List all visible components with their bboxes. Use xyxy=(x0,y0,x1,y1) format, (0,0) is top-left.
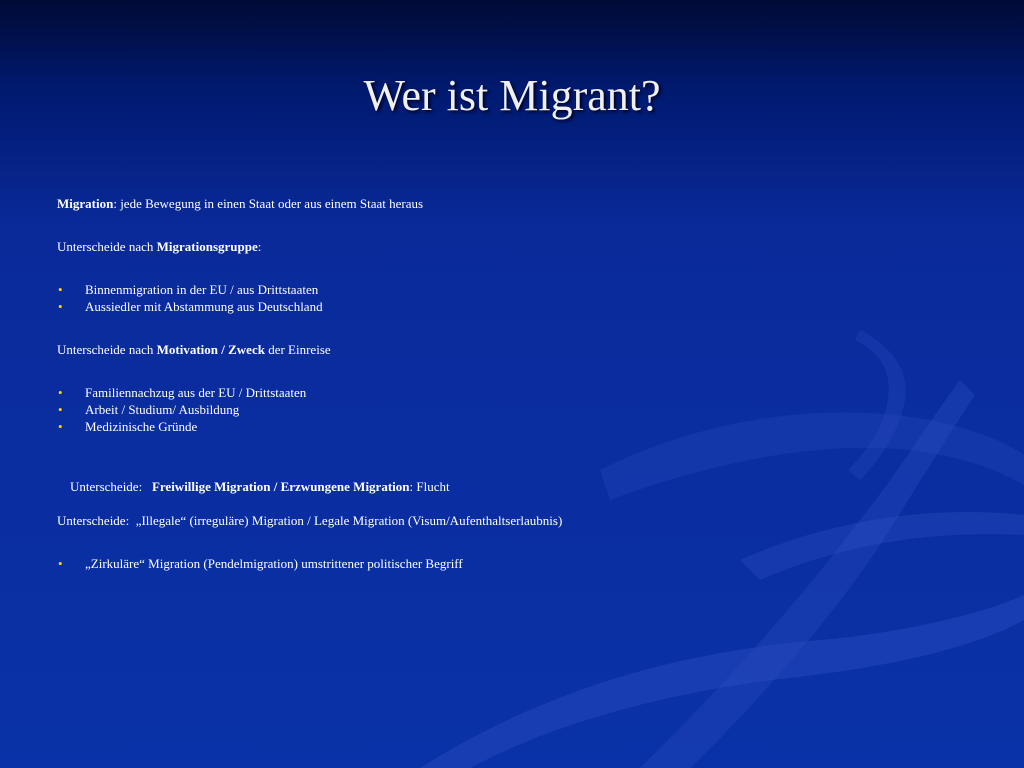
list-item xyxy=(57,298,957,315)
list-item-text: „Zirkuläre“ Migration (Pendelmigration) umstrittener politischer Begriff xyxy=(85,556,463,571)
bullet-icon: • xyxy=(58,402,63,417)
motivation-heading xyxy=(57,341,957,358)
distinction-line-legal: Unterscheide: „Illegale“ (irreguläre) Migration / Legale Migration (Visum/Aufenthaltserlaubnis) xyxy=(57,513,563,528)
motivation-heading-term: Motivation / Zweck xyxy=(156,342,265,357)
groups-list xyxy=(57,281,957,315)
distinction-line1-prefix: Unterscheide: xyxy=(70,479,152,494)
bullet-icon: • xyxy=(58,419,63,434)
groups-heading-term: Migrationsgruppe xyxy=(156,239,258,254)
list-item xyxy=(57,384,957,401)
definition-text: : jede Bewegung in einen Staat oder aus einem Staat heraus xyxy=(113,196,424,211)
distinction-line1-term: Freiwillige Migration / Erzwungene Migration xyxy=(151,479,410,494)
list-item-text: Medizinische Gründe xyxy=(85,419,198,434)
distinction-line1-suffix: : Flucht xyxy=(409,479,450,494)
list-item-text: Familiennachzug aus der EU / Drittstaaten xyxy=(85,385,307,400)
definition-line xyxy=(57,195,957,212)
final-list xyxy=(57,555,957,572)
list-item-text: Arbeit / Studium/ Ausbildung xyxy=(85,402,240,417)
list-item-text: Aussiedler mit Abstammung aus Deutschland xyxy=(85,299,323,314)
list-item xyxy=(57,418,957,435)
definition-term: Migration xyxy=(57,196,114,211)
bullet-icon: • xyxy=(58,556,63,571)
list-item xyxy=(57,401,957,418)
list-item xyxy=(57,281,957,298)
slide-content xyxy=(57,195,957,572)
bullet-icon: • xyxy=(58,282,63,297)
motivation-heading-prefix: Unterscheide nach xyxy=(57,342,157,357)
list-item-text: Binnenmigration in der EU / aus Drittstaaten xyxy=(85,282,319,297)
slide-title: Wer ist Migrant? xyxy=(363,71,661,120)
list-item xyxy=(57,555,957,572)
motivation-heading-suffix: der Einreise xyxy=(264,342,331,357)
groups-heading-suffix: : xyxy=(257,239,262,254)
bullet-icon: • xyxy=(58,385,63,400)
motivation-list xyxy=(57,384,957,435)
groups-heading-prefix: Unterscheide nach xyxy=(57,239,157,254)
distinction-line-voluntary xyxy=(57,461,957,512)
bullet-icon: • xyxy=(58,299,63,314)
groups-heading xyxy=(57,238,957,255)
